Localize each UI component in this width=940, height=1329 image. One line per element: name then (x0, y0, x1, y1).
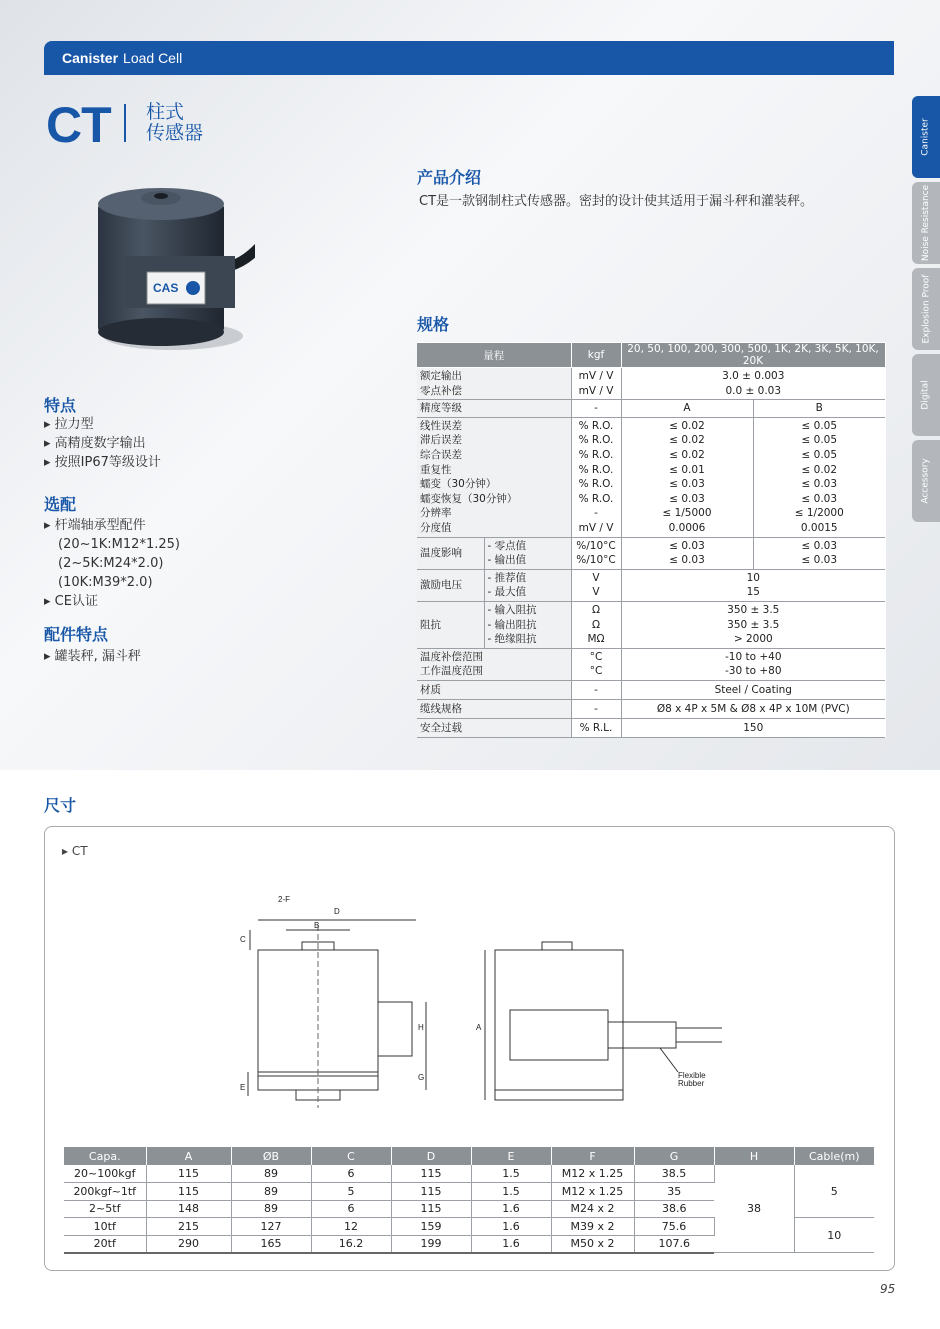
model-divider (124, 104, 126, 142)
list-item: ▸ 拉力型 (44, 417, 94, 432)
options-list (44, 516, 180, 611)
banner-rest: Load Cell (123, 50, 183, 66)
model-name: CT (46, 97, 111, 153)
tab-canister[interactable]: Canister (912, 96, 940, 178)
model-subtitle: 柱式 传感器 (146, 101, 204, 144)
list-item: ▸ 高精度数字输出 (44, 436, 146, 451)
options-title: 选配 (44, 495, 77, 514)
list-item: (10K:M39*2.0) (58, 575, 153, 590)
list-item: ▸ 罐装秤, 漏斗秤 (44, 649, 141, 664)
table-row: 10tf 215 127 12 159 1.6 M39 x 2 75.6 10 (64, 1218, 874, 1236)
dimension-drawing (230, 890, 730, 1120)
label-c: C (240, 935, 246, 944)
tab-digital[interactable]: Digital (912, 354, 940, 436)
list-item: (20~1K:M12*1.25) (58, 537, 180, 552)
label-h: H (418, 1023, 424, 1032)
intro-title: 产品介绍 (417, 168, 482, 187)
cas-logo: CAS (153, 281, 179, 295)
table-row: 额定输出 零点补偿 mV / V mV / V 3.0 ± 0.003 0.0 ± 0.03 (417, 368, 885, 400)
table-row: 温度影响 - 零点值 - 输出值 %/10°C %/10°C ≤ 0.03 ≤ 0.03 ≤ 0.03 ≤ 0.03 (417, 537, 885, 569)
table-row: 激励电压 - 推荐值 - 最大值 V V 10 15 (417, 569, 885, 601)
table-row: 20~100kgf 115 89 6 115 1.5 M12 x 1.25 38.5 38 5 (64, 1165, 874, 1183)
table-row: 安全过载 % R.L. 150 (417, 718, 885, 737)
table-row: 阻抗 - 输入阻抗 - 输出阻抗 - 绝缘阻抗 Ω Ω MΩ 350 ± 3.5 350 ± 3.5 > 2000 (417, 601, 885, 648)
table-row: 精度等级 - A B (417, 400, 885, 418)
table-row: 200kgf~1tf 115 89 5 115 1.5 M12 x 1.25 35 (64, 1183, 874, 1201)
list-item: ▸ 杆端轴承型配件 (44, 518, 146, 533)
list-item: ▸ CE认证 (44, 594, 98, 609)
accessory-list (44, 647, 141, 666)
label-g: G (418, 1073, 425, 1082)
page-number: 95 (880, 1282, 896, 1296)
label-rubber: Rubber (678, 1079, 705, 1088)
side-tabs (912, 96, 940, 526)
category-banner (44, 41, 894, 75)
label-e: E (240, 1083, 246, 1092)
load-cell-image (95, 176, 255, 356)
table-row: 20tf 290 165 16.2 199 1.6 M50 x 2 107.6 (64, 1235, 874, 1253)
table-row: 2~5tf 148 89 6 115 1.6 M24 x 2 38.6 (64, 1200, 874, 1218)
tab-accessory[interactable]: Accessory (912, 440, 940, 522)
list-item: (2~5K:M24*2.0) (58, 556, 164, 571)
table-row: 温度补偿范围 工作温度范围 °C °C -10 to +40 -30 to +80 (417, 648, 885, 680)
label-flexible: Flexible (678, 1071, 706, 1080)
tab-explosion-proof[interactable]: Explosion Proof (912, 268, 940, 350)
label-f: 2-F (278, 895, 290, 904)
tab-noise-resistance[interactable]: Noise Resistance (912, 182, 940, 264)
dims-title: 尺寸 (44, 796, 77, 815)
table-row: 材质 - Steel / Coating (417, 680, 885, 699)
spec-table (417, 342, 886, 738)
dims-label: ▸ CT (62, 844, 88, 858)
list-item: ▸ 按照IP67等级设计 (44, 455, 161, 470)
label-d: D (334, 907, 340, 916)
banner-bold: Canister (62, 50, 119, 66)
spec-title: 规格 (417, 315, 450, 334)
accessory-title: 配件特点 (44, 625, 109, 644)
dimension-table (64, 1147, 874, 1254)
intro-text: CT是一款钢制柱式传感器。密封的设计使其适用于漏斗秤和灌装秤。 (419, 194, 814, 209)
features-title: 特点 (44, 396, 77, 415)
features-list (44, 415, 161, 472)
table-row: 缆线规格 - Ø8 x 4P x 5M & Ø8 x 4P x 10M (PVC) (417, 699, 885, 718)
label-b: B (314, 921, 320, 930)
table-row: 线性误差 滞后误差 综合误差 重复性 蠕变（30分钟） 蠕变恢复（30分钟） 分辨率 分度值 % R.O. % R.O. % R.O. % R.O. % R.O. % R.O. - mV / V ≤ 0.02 ≤ 0.02 ≤ 0.02 ≤ 0.01 ≤ 0.03 ≤ 0.03 ≤ 1/5000 0.0006 ≤ 0.05 ≤ 0.05 ≤ 0.05 ≤ 0.02 ≤ 0.03 ≤ 0.03 ≤ 1/2000 0.0015 (417, 417, 885, 537)
table-row: 量程 kgf 20, 50, 100, 200, 300, 500, 1K, 2K, 3K, 5K, 10K, 20K (417, 343, 885, 368)
label-a: A (476, 1023, 482, 1032)
table-row: Capa. A ØB C D E F G H Cable(m) (64, 1147, 874, 1165)
